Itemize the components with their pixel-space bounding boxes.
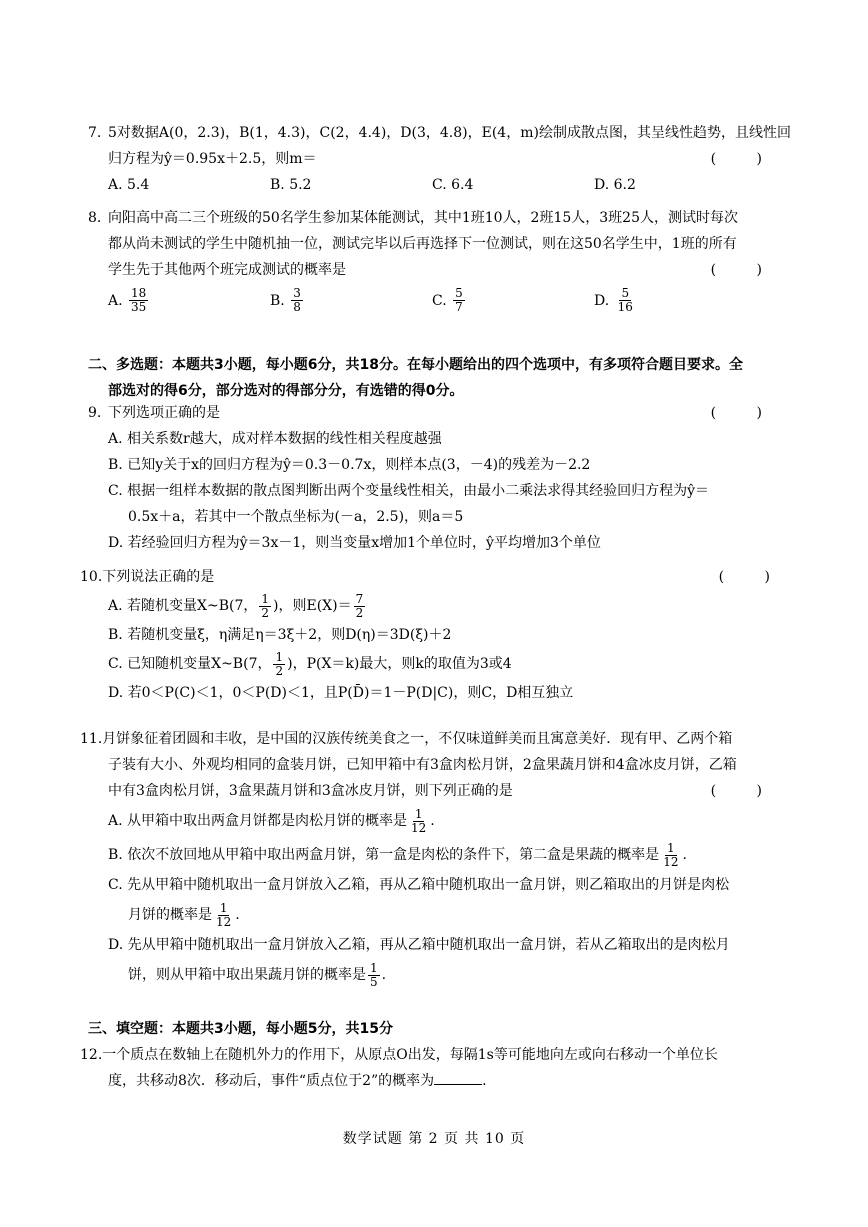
- question-number: 11.: [80, 731, 103, 747]
- option-c: C. $\frac{5}{7}$: [432, 286, 463, 314]
- question-number: 7.: [88, 125, 102, 141]
- option-c: C. 先从甲箱中随机取出一盒月饼放入乙箱，再从乙箱中随机取出一盒月饼，则乙箱取出的月饼是肉松: [108, 877, 730, 893]
- question-text: 都从尚未测试的学生中随机抽一位，测试完毕以后再选择下一位测试，则在这50名学生中，1班的所有: [108, 236, 737, 252]
- question-number: 10.: [80, 569, 103, 585]
- option-b: B. 依次不放回地从甲箱中取出两盒月饼，第一盒是肉松的条件下，第二盒是果蔬的概率是 $\frac{1}{12}$ .: [108, 840, 687, 869]
- question-8: [88, 205, 788, 314]
- answer-bracket: ( ): [710, 405, 780, 421]
- answer-bracket: ( ): [718, 569, 788, 585]
- question-text: 中有3盒肉松月饼，3盒果蔬月饼和3盒冰皮月饼，则下列正确的是 ( ): [88, 778, 788, 804]
- question-text: 5对数据A(0，2.3)，B(1，4.3)，C(2，4.4)，D(3，4.8)，E(4，m)绘制成散点图，其呈线性趋势，且线性回: [108, 125, 791, 141]
- option-d: D. 若0＜P(C)＜1，0＜P(D)＜1，且P(D̄)＝1－P(D|C)，则C，D相互独立: [108, 685, 574, 701]
- question-9: [88, 400, 788, 556]
- question-10: [80, 564, 788, 706]
- answer-bracket: ( ): [710, 783, 780, 799]
- question-text: 度，共移动8次．移动后，事件“质点位于2”的概率为 .: [88, 1068, 788, 1094]
- option-b: B. 5.2: [270, 177, 312, 193]
- question-7: [88, 120, 791, 198]
- question-text: 一个质点在数轴上在随机外力的作用下，从原点O出发，每隔1s等可能地向左或向右移动一个单位长: [102, 1047, 718, 1063]
- question-11: [80, 726, 788, 992]
- option-a: A. 相关系数r越大，成对样本数据的线性相关程度越强: [108, 431, 442, 447]
- option-a: A. $\frac{18}{35}$: [108, 286, 147, 314]
- question-text: 下列说法正确的是: [102, 569, 215, 585]
- option-d: D. 先从甲箱中随机取出一盒月饼放入乙箱，再从乙箱中随机取出一盒月饼，若从乙箱取出的是肉松月: [108, 937, 730, 953]
- option-b: B. 已知y关于x的回归方程为ŷ＝0.3－0.7x，则样本点(3，－4)的残差为－2.2: [108, 457, 591, 473]
- option-d: D. 6.2: [594, 177, 636, 193]
- option-c: C. 已知随机变量X~B(7， $\frac{1}{2}$ )，P(X＝k)最大，则k的取值为3或4: [108, 649, 512, 678]
- question-text: 学生先于其他两个班完成测试的概率是: [108, 262, 346, 278]
- option-d-cont: 饼，则从甲箱中取出果蔬月饼的概率是 $\frac{1}{5}$ .: [128, 960, 387, 989]
- option-b: B. $\frac{3}{8}$: [270, 286, 301, 314]
- option-c: C. 6.4: [432, 177, 474, 193]
- section-3-heading: 三、填空题：本题共3小题，每小题5分，共15分: [88, 1021, 393, 1037]
- question-number: 8.: [88, 210, 102, 226]
- option-d: D. 若经验回归方程为ŷ＝3x－1，则当变量x增加1个单位时，ŷ平均增加3个单位: [108, 535, 601, 551]
- question-text: 月饼象征着团圆和丰收，是中国的汉族传统美食之一，不仅味道鲜美而且寓意美好．现有甲、乙两个箱: [102, 731, 733, 747]
- question-text: 下列选项正确的是: [108, 405, 220, 421]
- option-c-cont: 月饼的概率是 $\frac{1}{12}$ .: [128, 900, 240, 929]
- section-2-heading: 二、多选题：本题共3小题，每小题6分，共18分。在每小题给出的四个选项中，有多项符合题目要求。全 部选对的得6分，部分选对的得部分分，有选错的得0分。: [88, 357, 743, 399]
- question-12: [80, 1042, 788, 1094]
- question-text: 向阳高中高二三个班级的50名学生参加某体能测试，其中1班10人，2班15人，3班25人，测试时每次: [108, 210, 738, 226]
- option-d: D. $\frac{5}{16}$: [594, 286, 633, 314]
- question-number: 12.: [80, 1047, 103, 1063]
- answer-blank[interactable]: [434, 1070, 482, 1085]
- option-a: A. 若随机变量X~B(7， $\frac{1}{2}$ )，则E(X)＝ $\frac{7}{2}$: [108, 591, 364, 620]
- answer-bracket: ( ): [710, 262, 780, 278]
- option-c: C. 根据一组样本数据的散点图判断出两个变量线性相关，由最小二乘法求得其经验回归方程为ŷ＝: [108, 483, 710, 499]
- option-b: B. 若随机变量ξ，η满足η＝3ξ＋2，则D(η)＝3D(ξ)＋2: [108, 627, 452, 643]
- page-footer: 数学试题 第 2 页 共 10 页: [342, 1131, 526, 1147]
- question-number: 9.: [88, 405, 102, 421]
- question-text: 子装有大小、外观均相同的盒装月饼，已知甲箱中有3盒肉松月饼，2盒果蔬月饼和4盒冰皮月饼，乙箱: [108, 757, 737, 773]
- option-a: A. 5.4: [108, 177, 150, 193]
- option-c-cont: 0.5x＋a，若其中一个散点坐标为(－a，2.5)，则a＝5: [128, 509, 464, 525]
- answer-bracket: ( ): [710, 151, 780, 167]
- question-text: 归方程为ŷ＝0.95x＋2.5，则m＝: [108, 151, 317, 167]
- option-a: A. 从甲箱中取出两盒月饼都是肉松月饼的概率是 $\frac{1}{12}$ .: [108, 806, 435, 835]
